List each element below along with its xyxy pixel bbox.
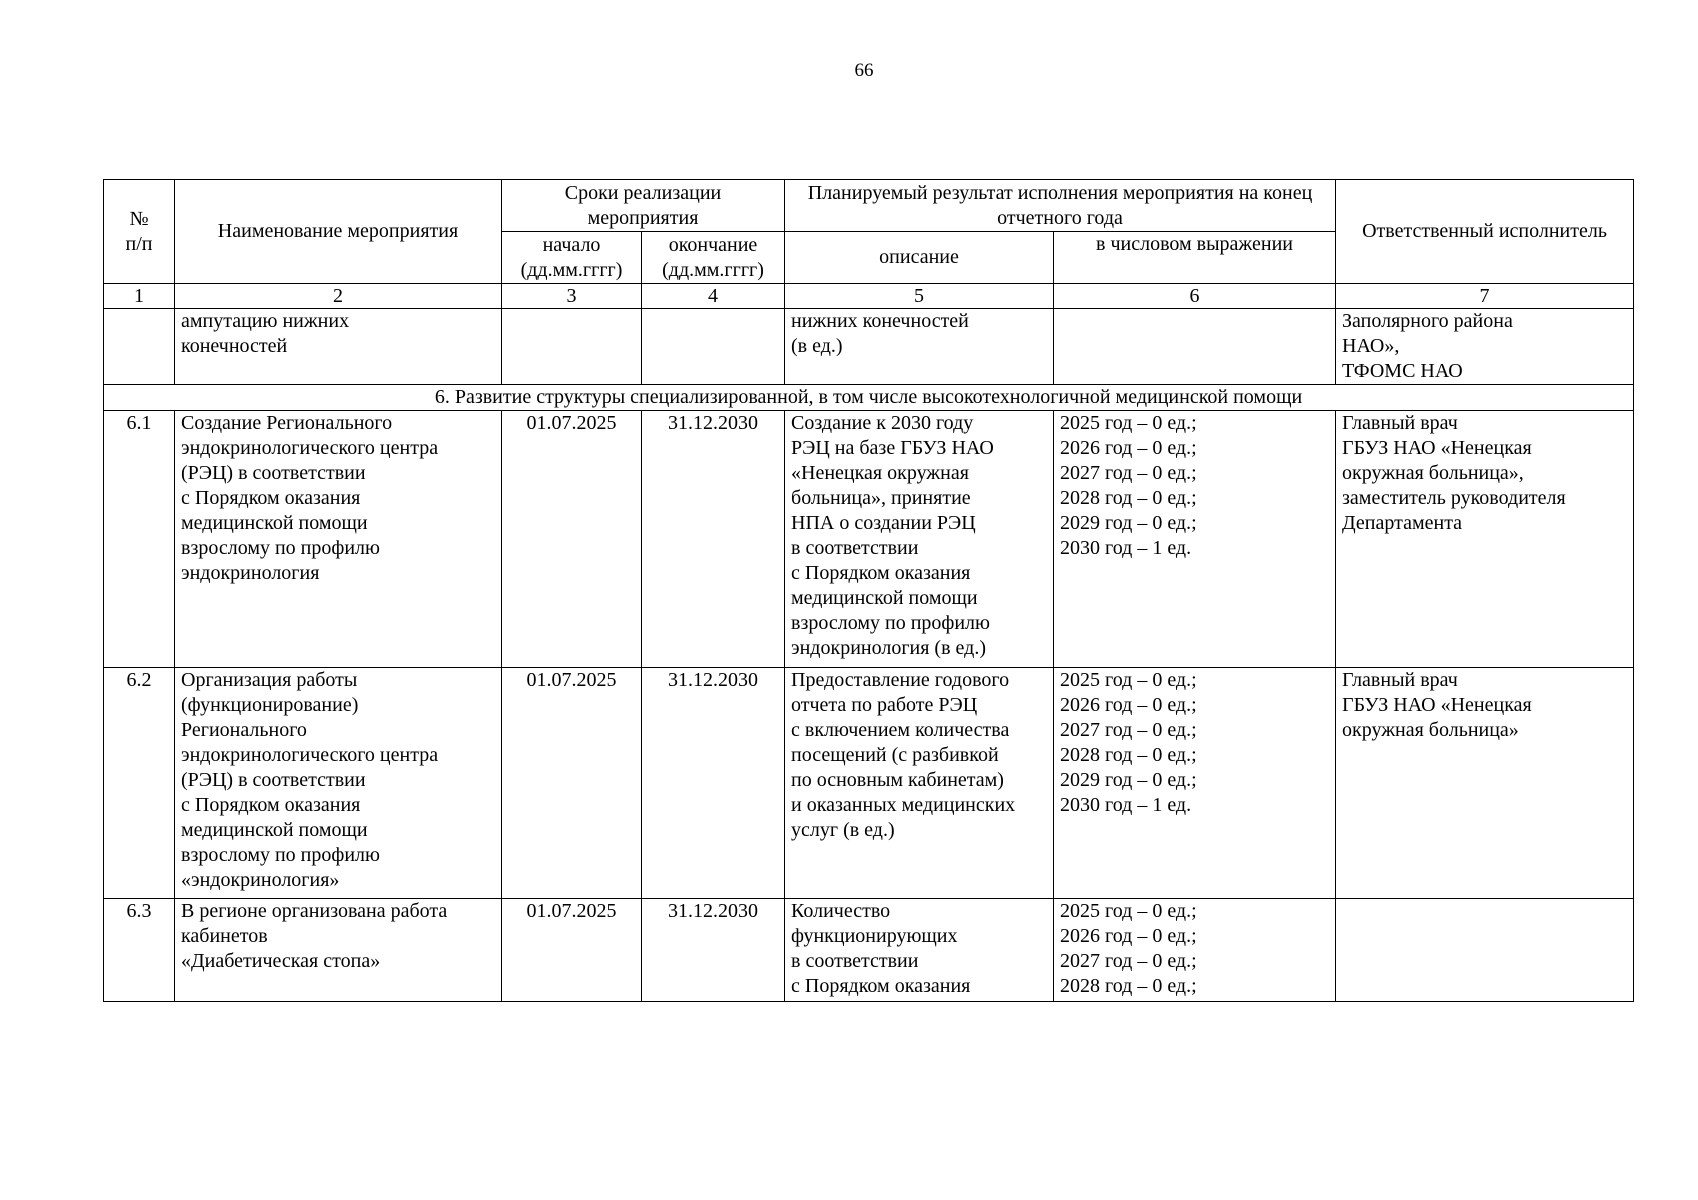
cell-value xyxy=(1054,309,1336,385)
section-row xyxy=(104,385,1634,411)
cell-value: 2025 год – 0 ед.; 2026 год – 0 ед.; 2027 год – 0 ед.; 2028 год – 0 ед.; 2029 год – 0 ед.; 2030 год – 1 ед. xyxy=(1054,411,1336,668)
cell-responsible xyxy=(1336,899,1634,1002)
column-index: 7 xyxy=(1336,284,1634,309)
header-description: описание xyxy=(785,232,1054,284)
header-terms: Сроки реализации мероприятия xyxy=(502,180,785,232)
header-start: начало (дд.мм.гггг) xyxy=(502,232,642,284)
column-index: 4 xyxy=(642,284,785,309)
table-row xyxy=(104,309,1634,385)
cell-description: Количество функционирующих в соответствии с Порядком оказания xyxy=(785,899,1054,1002)
cell-start xyxy=(502,309,642,385)
cell-num: 6.3 xyxy=(104,899,175,1002)
cell-start: 01.07.2025 xyxy=(502,668,642,899)
header-value: в числовом выражении xyxy=(1054,232,1336,284)
column-index: 2 xyxy=(175,284,502,309)
cell-description: Создание к 2030 году РЭЦ на базе ГБУЗ НАО «Ненецкая окружная больница», принятие НПА о создании РЭЦ в соответствии с Порядком оказания медицинской помощи взрослому по профилю эндокринология (в ед.) xyxy=(785,411,1054,668)
table-row xyxy=(104,668,1634,899)
header-responsible: Ответственный исполнитель xyxy=(1336,180,1634,284)
cell-value: 2025 год – 0 ед.; 2026 год – 0 ед.; 2027 год – 0 ед.; 2028 год – 0 ед.; xyxy=(1054,899,1336,1002)
cell-num: 6.2 xyxy=(104,668,175,899)
cell-value: 2025 год – 0 ед.; 2026 год – 0 ед.; 2027 год – 0 ед.; 2028 год – 0 ед.; 2029 год – 0 ед.; 2030 год – 1 ед. xyxy=(1054,668,1336,899)
cell-end: 31.12.2030 xyxy=(642,411,785,668)
header-name: Наименование мероприятия xyxy=(175,180,502,284)
cell-end: 31.12.2030 xyxy=(642,668,785,899)
table-row xyxy=(104,899,1634,1002)
column-index: 3 xyxy=(502,284,642,309)
cell-end: 31.12.2030 xyxy=(642,899,785,1002)
page-number: 66 xyxy=(854,60,874,81)
column-index: 5 xyxy=(785,284,1054,309)
cell-responsible: Заполярного района НАО», ТФОМС НАО xyxy=(1336,309,1634,385)
cell-start: 01.07.2025 xyxy=(502,899,642,1002)
cell-responsible: Главный врач ГБУЗ НАО «Ненецкая окружная больница» xyxy=(1336,668,1634,899)
cell-responsible: Главный врач ГБУЗ НАО «Ненецкая окружная больница», заместитель руководителя Департамента xyxy=(1336,411,1634,668)
cell-description: Предоставление годового отчета по работе РЭЦ с включением количества посещений (с разбивкой по основным кабинетам) и оказанных медицинских услуг (в ед.) xyxy=(785,668,1054,899)
cell-name: ампутацию нижних конечностей xyxy=(175,309,502,385)
column-index: 6 xyxy=(1054,284,1336,309)
column-index: 1 xyxy=(104,284,175,309)
plan-table xyxy=(103,179,1634,1002)
cell-name: Организация работы (функционирование) Регионального эндокринологического центра (РЭЦ) в соответствии с Порядком оказания медицинской помощи взрослому по профилю «эндокринология» xyxy=(175,668,502,899)
cell-num: 6.1 xyxy=(104,411,175,668)
cell-name: Создание Регионального эндокринологического центра (РЭЦ) в соответствии с Порядком оказания медицинской помощи взрослому по профилю эндокринология xyxy=(175,411,502,668)
cell-name: В регионе организована работа кабинетов «Диабетическая стопа» xyxy=(175,899,502,1002)
section-title: 6. Развитие структуры специализированной, в том числе высокотехнологичной медицинской помощи xyxy=(104,385,1634,411)
table-row xyxy=(104,411,1634,668)
cell-end xyxy=(642,309,785,385)
header-result: Планируемый результат исполнения мероприятия на конец отчетного года xyxy=(785,180,1336,232)
cell-description: нижних конечностей (в ед.) xyxy=(785,309,1054,385)
cell-num xyxy=(104,309,175,385)
header-num: № п/п xyxy=(104,180,175,284)
cell-start: 01.07.2025 xyxy=(502,411,642,668)
header-end: окончание (дд.мм.гггг) xyxy=(642,232,785,284)
